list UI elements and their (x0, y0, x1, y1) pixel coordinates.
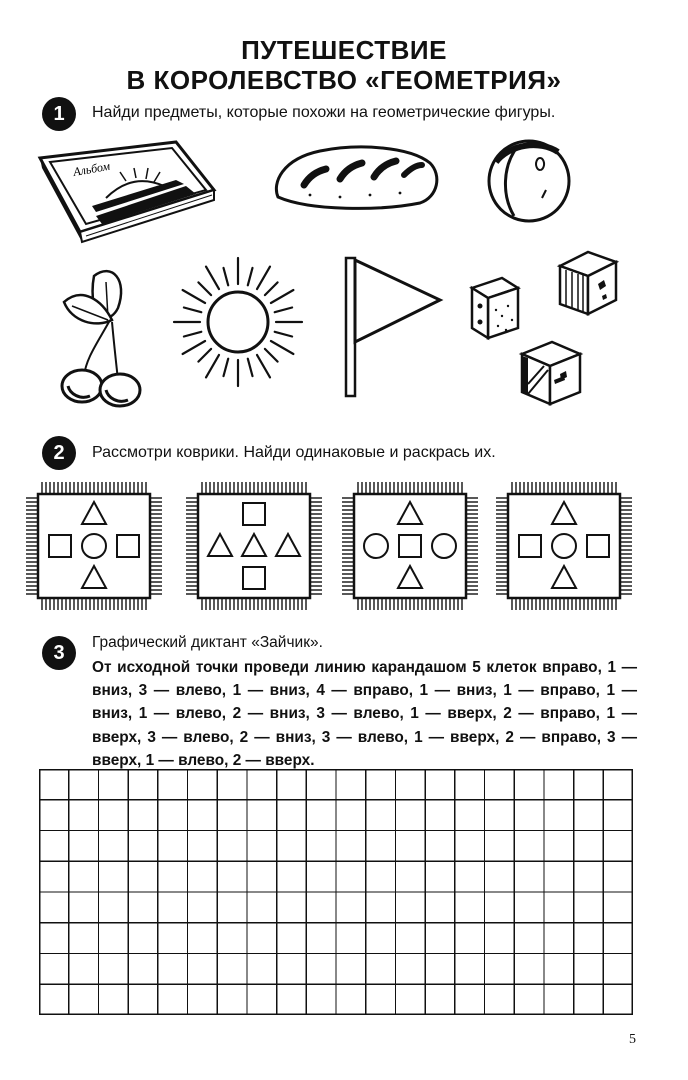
square-shape (243, 567, 265, 589)
circle-shape (82, 534, 106, 558)
rug-2[interactable] (182, 478, 326, 614)
flag-icon (340, 254, 446, 400)
square-shape (399, 535, 421, 557)
cubes-icon (462, 244, 634, 414)
sun-icon (170, 254, 306, 390)
page-title-line-1: ПУТЕШЕСТВИЕ (241, 35, 447, 65)
task-3-instructions: От исходной точки проведи линию карандашом 5 клеток вправо, 1 — вниз, 3 — влево, 1 — вниз, 4 — вправо, 1 — вниз, 1 — вправо, 1 — вниз, 1 — влево, 2 — вниз, 3 — влево, 1 — вверх, 2 — вправо, 1 — вверх, 3 — влево, 2 — вниз, 3 — влево, 1 — вверх, 2 — вправо, 3 — вверх, 1 — влево, 2 — вверх. (92, 659, 637, 769)
square-shape (587, 535, 609, 557)
rug-1[interactable] (22, 478, 166, 614)
ball-icon (484, 136, 574, 226)
task-2-badge: 2 (42, 436, 76, 470)
task-3-badge: 3 (42, 636, 76, 670)
task-2-text: Рассмотри коврики. Найди одинаковые и раскрась их. (92, 444, 496, 461)
square-shape (117, 535, 139, 557)
circle-shape (552, 534, 576, 558)
page-number: 5 (629, 1032, 636, 1047)
square-shape (49, 535, 71, 557)
square-shape (243, 503, 265, 525)
bread-icon (270, 145, 442, 211)
task-1-badge: 1 (42, 97, 76, 131)
task-1-text: Найди предметы, которые похожи на геометрические фигуры. (92, 104, 556, 121)
page-title-line-2: В КОРОЛЕВСТВО «ГЕОМЕТРИЯ» (126, 65, 562, 95)
task-3-heading: Графический диктант «Зайчик». (92, 634, 323, 651)
circle-shape (432, 534, 456, 558)
album-icon (36, 138, 218, 246)
circle-shape (364, 534, 388, 558)
rug-4[interactable] (492, 478, 636, 614)
drawing-grid[interactable] (39, 769, 633, 1015)
square-shape (519, 535, 541, 557)
rugs-row (22, 478, 662, 614)
cherries-icon (56, 262, 156, 414)
rug-3[interactable] (338, 478, 482, 614)
album-label: Альбом (72, 158, 112, 179)
